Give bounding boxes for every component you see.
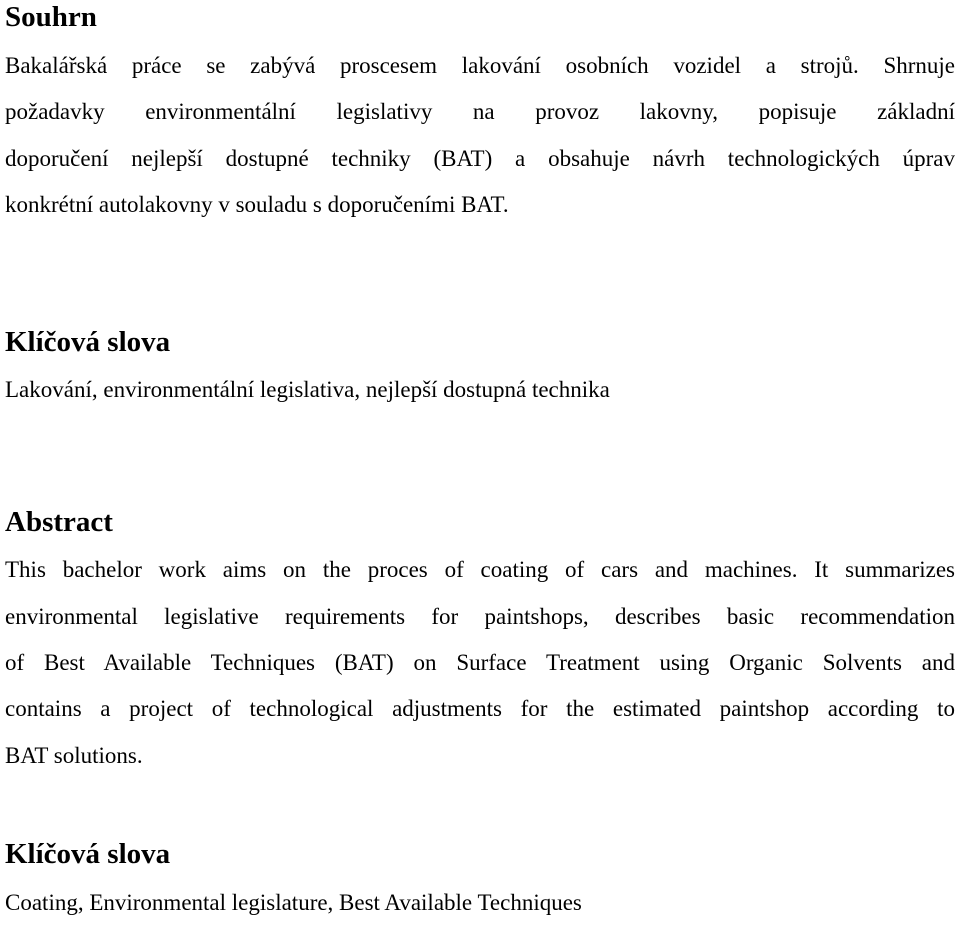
keywords-cz-heading: Klíčová slova <box>5 326 171 359</box>
summary-line: požadavky environmentální legislativy na provoz lakovny, popisuje základní <box>5 99 955 125</box>
summary-line: doporučení nejlepší dostupné techniky (BAT) a obsahuje návrh technologických úprav <box>5 145 955 171</box>
abstract-line: BAT solutions. <box>5 742 143 768</box>
abstract-heading: Abstract <box>5 506 113 539</box>
summary-line: konkrétní autolakovny v souladu s doporučeními BAT. <box>5 191 509 217</box>
summary-line: Bakalářská práce se zabývá proscesem lakování osobních vozidel a strojů. Shrnuje <box>5 53 955 78</box>
abstract-line: environmental legislative requirements for paintshops, describes basic recommendation <box>5 603 955 629</box>
document-page <box>5 0 955 926</box>
keywords-en-text: Coating, Environmental legislature, Best Available Techniques <box>5 889 582 915</box>
abstract-line: of Best Available Techniques (BAT) on Surface Treatment using Organic Solvents and <box>5 650 955 676</box>
abstract-line: This bachelor work aims on the proces of coating of cars and machines. It summarizes <box>5 557 955 583</box>
summary-paragraph <box>5 43 955 228</box>
abstract-line: contains a project of technological adjustments for the estimated paintshop according to <box>5 696 955 722</box>
keywords-en-heading: Klíčová slova <box>5 837 171 870</box>
summary-heading: Souhrn <box>5 1 97 33</box>
abstract-paragraph <box>5 547 955 778</box>
keywords-cz-text: Lakování, environmentální legislativa, nejlepší dostupná technika <box>5 377 610 403</box>
